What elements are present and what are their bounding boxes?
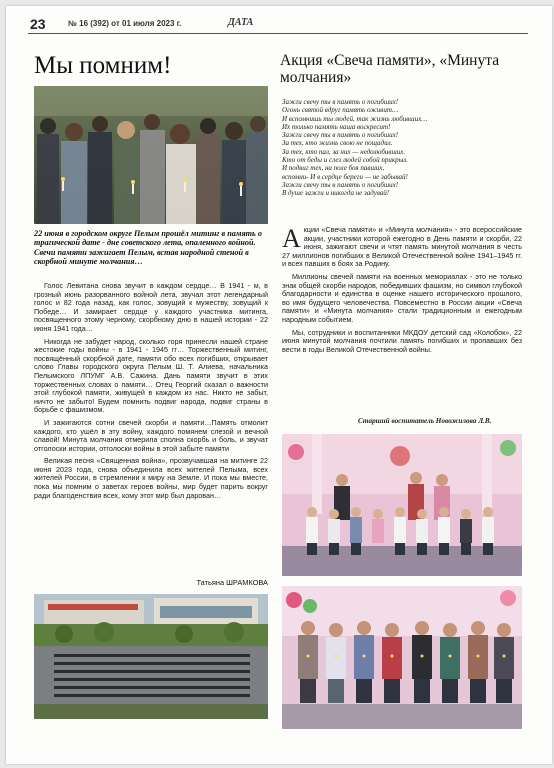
- paragraph: Голос Левитана снова звучит в каждом сердце… В 1941 - м, в грозный июнь разорванного войной лета, звучал этот легендарный голос и 82 года назад, как голос, зовущий к мужеству, зовущий к Победе… И замирает сердце у каждого участника митинга, посвященного этому черному, скорбному дню в нашей истории - 22 июня 1941 года…: [34, 281, 268, 333]
- poem-line: За тех, кто жизнь свою не пощадил.: [282, 139, 393, 148]
- poem-line: Огонь святой вдруг память оживит…: [282, 106, 399, 115]
- paragraph: Миллионы свечей памяти на военных мемориалах - это не только знак общей скорби народов, победивших фашизм, но символ глубокой благодарности и единства в оценке нашего исторического прошлого, во имя будущего человечества. Повсеместно в России акции «Свеча памяти» и «Минута молчания» стали традиционным и ежегодным народным событием.: [282, 271, 522, 324]
- poem-line: Зажги свечу ты в память о погибших!: [282, 98, 399, 106]
- aerial-square-photo: [34, 594, 268, 719]
- poem-line: За тех, кто пал, за них — недолюбивших.: [282, 147, 406, 156]
- children-group-illustration: [282, 434, 522, 576]
- kindergarten-children-photo: [282, 434, 522, 576]
- paragraph: Мы, сотрудники и воспитанники МКДОУ детский сад «Колобок», 22 июня минутой молчания почтили память погибших и пропавших без вести в годы Великой Отечественной войны.: [282, 327, 522, 354]
- poem-line: Их только память наша воскресит!: [282, 122, 391, 131]
- poem: [282, 98, 522, 198]
- issue-info: № 16 (392) от 01 июля 2023 г.: [68, 19, 182, 28]
- rally-crowd-illustration: [34, 86, 268, 224]
- poem-line: И подвиг тех, на поле боя павших,: [282, 164, 385, 173]
- paragraph: кции «Свеча памяти» и «Минута молчания» - это всероссийские акции, участники которой ежегодно в День памяти и скорби, 22 июня, зажигают свечи и чтят память минутой молчания в честь 27 миллионов погибших в Великой Отечественной войне 1941–1945 гг. и всех павших в боях за Родину.: [282, 225, 522, 269]
- article-signature: Старший воспитатель Новожилова Л.В.: [358, 417, 492, 425]
- article-lead: 22 июня в городском округе Пелым прошёл митинг в память о трагической дате - дне советского лета, опаленного войной. Свечи памяти зажигает Пелым, встав народной стеной в скорбной минуте молчания…: [34, 229, 262, 267]
- staff-group-illustration: [282, 586, 522, 729]
- page-number: 23: [30, 16, 46, 32]
- paragraph: Великая песня «Священная война», прозвучавшая на митинге 22 июня 2023 года, снова объединила всех жителей Пелыма, всех жителей России, в стремлении к миру на Земле. И пока мы вместе, пока мы помним о заветах героев войны, мир будет парить вокруг ради благоденствия всех, кому этот мир был дарован…: [34, 456, 268, 500]
- drop-cap: А: [282, 224, 301, 253]
- newspaper-page: [6, 6, 552, 764]
- article-body: [34, 282, 268, 504]
- paragraph: Никогда не забудет народ, сколько горя принесли нашей стране жестокие годы войны - в 1941 - 1945 гг… Торжественный митинг, посвящённый скорбной дате, памяти обо всех погибших, открывает слово Главы городского округа Пелым Ш. Т. Алиева, начальника Пелымского ЛПУМГ А.В. Сажина. Дань памяти звучит в этих торжественных словах о памяти… Отец Георгий сказал о важности этой глубокой памяти, живущей в каждом из нас. Никто не забыт, ничто не забыто! Будем помнить подвиг народа, подвиг страны в борьбе с фашизмом.: [34, 336, 268, 415]
- poem-line: И вспомнишь ты людей, так жизнь любивших…: [282, 114, 428, 123]
- article-title: Мы помним!: [34, 52, 172, 79]
- article-body: [282, 226, 522, 358]
- rubric-title: ДАТА: [228, 17, 254, 28]
- aerial-square-illustration: [34, 594, 268, 719]
- poem-line: Кто от беды и слез людей собой прикрыл.: [282, 156, 409, 165]
- rally-crowd-photo: [34, 86, 268, 224]
- header-rule: [28, 33, 528, 34]
- poem-line: Зажги свечу ты в память о погибших!: [282, 180, 399, 189]
- poem-line: В душе зажги и никогда не задувай!: [282, 189, 390, 198]
- poem-line: Зажги свечу ты в память о погибших!: [282, 131, 399, 140]
- paragraph: И зажигаются сотни свечей скорби и памяти…Память отмолит каждого, кто ушёл в эту войну, каждого помянем слезой и вечной славой! Минута молчания отмерила сполна скорбь и боль, и звучат отголоски истории, отголоски войны в этой забыте памяти: [34, 417, 268, 453]
- article-candle: [278, 46, 528, 736]
- page-header: [6, 6, 552, 42]
- staff-group-photo: [282, 586, 522, 729]
- poem-line: вспомни- И в сердце береги — не забывай!: [282, 172, 408, 181]
- article-title: Акция «Свеча памяти», «Минута молчания»: [280, 52, 500, 86]
- article-author: Татьяна ШРАМКОВА: [196, 578, 268, 587]
- article-memory: [30, 46, 270, 736]
- paragraph-first: [282, 226, 522, 269]
